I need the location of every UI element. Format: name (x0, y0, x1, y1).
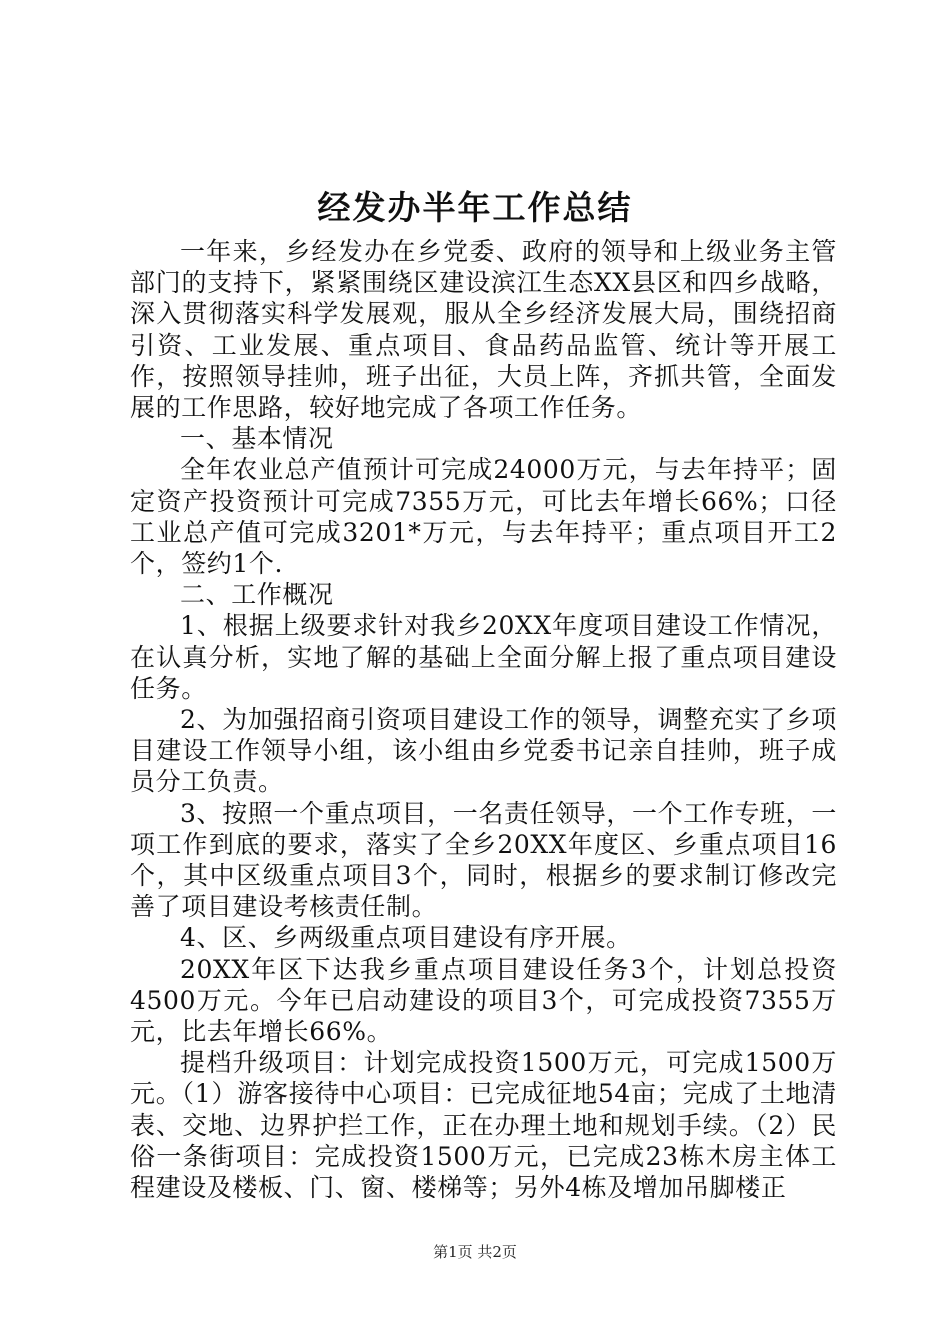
upgrade-projects-paragraph: 提档升级项目：计划完成投资1500万元，可完成1500万元。（1）游客接待中心项目：已完成征地54亩；完成了土地清表、交地、边界护拦工作，正在办理土地和规划手续。（2）民俗一条街项目：完成投资1500万元，已完成23栋木房主体工程建设及楼板、门、窗、楼梯等；另外4栋及增加吊脚楼正 (130, 1048, 837, 1203)
document-body (130, 236, 837, 1203)
intro-paragraph: 一年来，乡经发办在乡党委、政府的领导和上级业务主管部门的支持下，紧紧围绕区建设滨江生态XX县区和四乡战略，深入贯彻落实科学发展观，服从全乡经济发展大局，围绕招商引资、工业发展、重点项目、食品药品监管、统计等开展工作，按照领导挂帅，班子出征，大员上阵，齐抓共管，全面发展的工作思路，较好地完成了各项工作任务。 (130, 237, 837, 423)
overview-item-4: 4、区、乡两级重点项目建设有序开展。 (180, 923, 632, 953)
basic-situation-paragraph: 全年农业总产值预计可完成24000万元，与去年持平；固定资产投资预计可完成7355万元，可比去年增长66%；口径工业总产值可完成3201*万元，与去年持平；重点项目开工2个，签约1个. (130, 455, 837, 579)
overview-item-2: 2、为加强招商引资项目建设工作的领导，调整充实了乡项目建设工作领导小组，该小组由乡党委书记亲自挂帅，班子成员分工负责。 (130, 705, 837, 797)
overview-item-3: 3、按照一个重点项目，一名责任领导，一个工作专班，一项工作到底的要求，落实了全乡20XX年度区、乡重点项目16个，其中区级重点项目3个，同时，根据乡的要求制订修改完善了项目建设考核责任制。 (130, 798, 837, 922)
section-heading-overview: 二、工作概况 (180, 580, 334, 610)
section-heading-basic: 一、基本情况 (180, 424, 334, 454)
key-projects-paragraph: 20XX年区下达我乡重点项目建设任务3个，计划总投资4500万元。今年已启动建设的项目3个，可完成投资7355万元，比去年增长66%。 (130, 954, 837, 1047)
page-footer: 第1页 共2页 (433, 1243, 517, 1261)
overview-item-1: 1、根据上级要求针对我乡20XX年度项目建设工作情况，在认真分析，实地了解的基础上全面分解上报了重点项目建设任务。 (130, 611, 837, 703)
document-title: 经发办半年工作总结 (317, 188, 633, 227)
